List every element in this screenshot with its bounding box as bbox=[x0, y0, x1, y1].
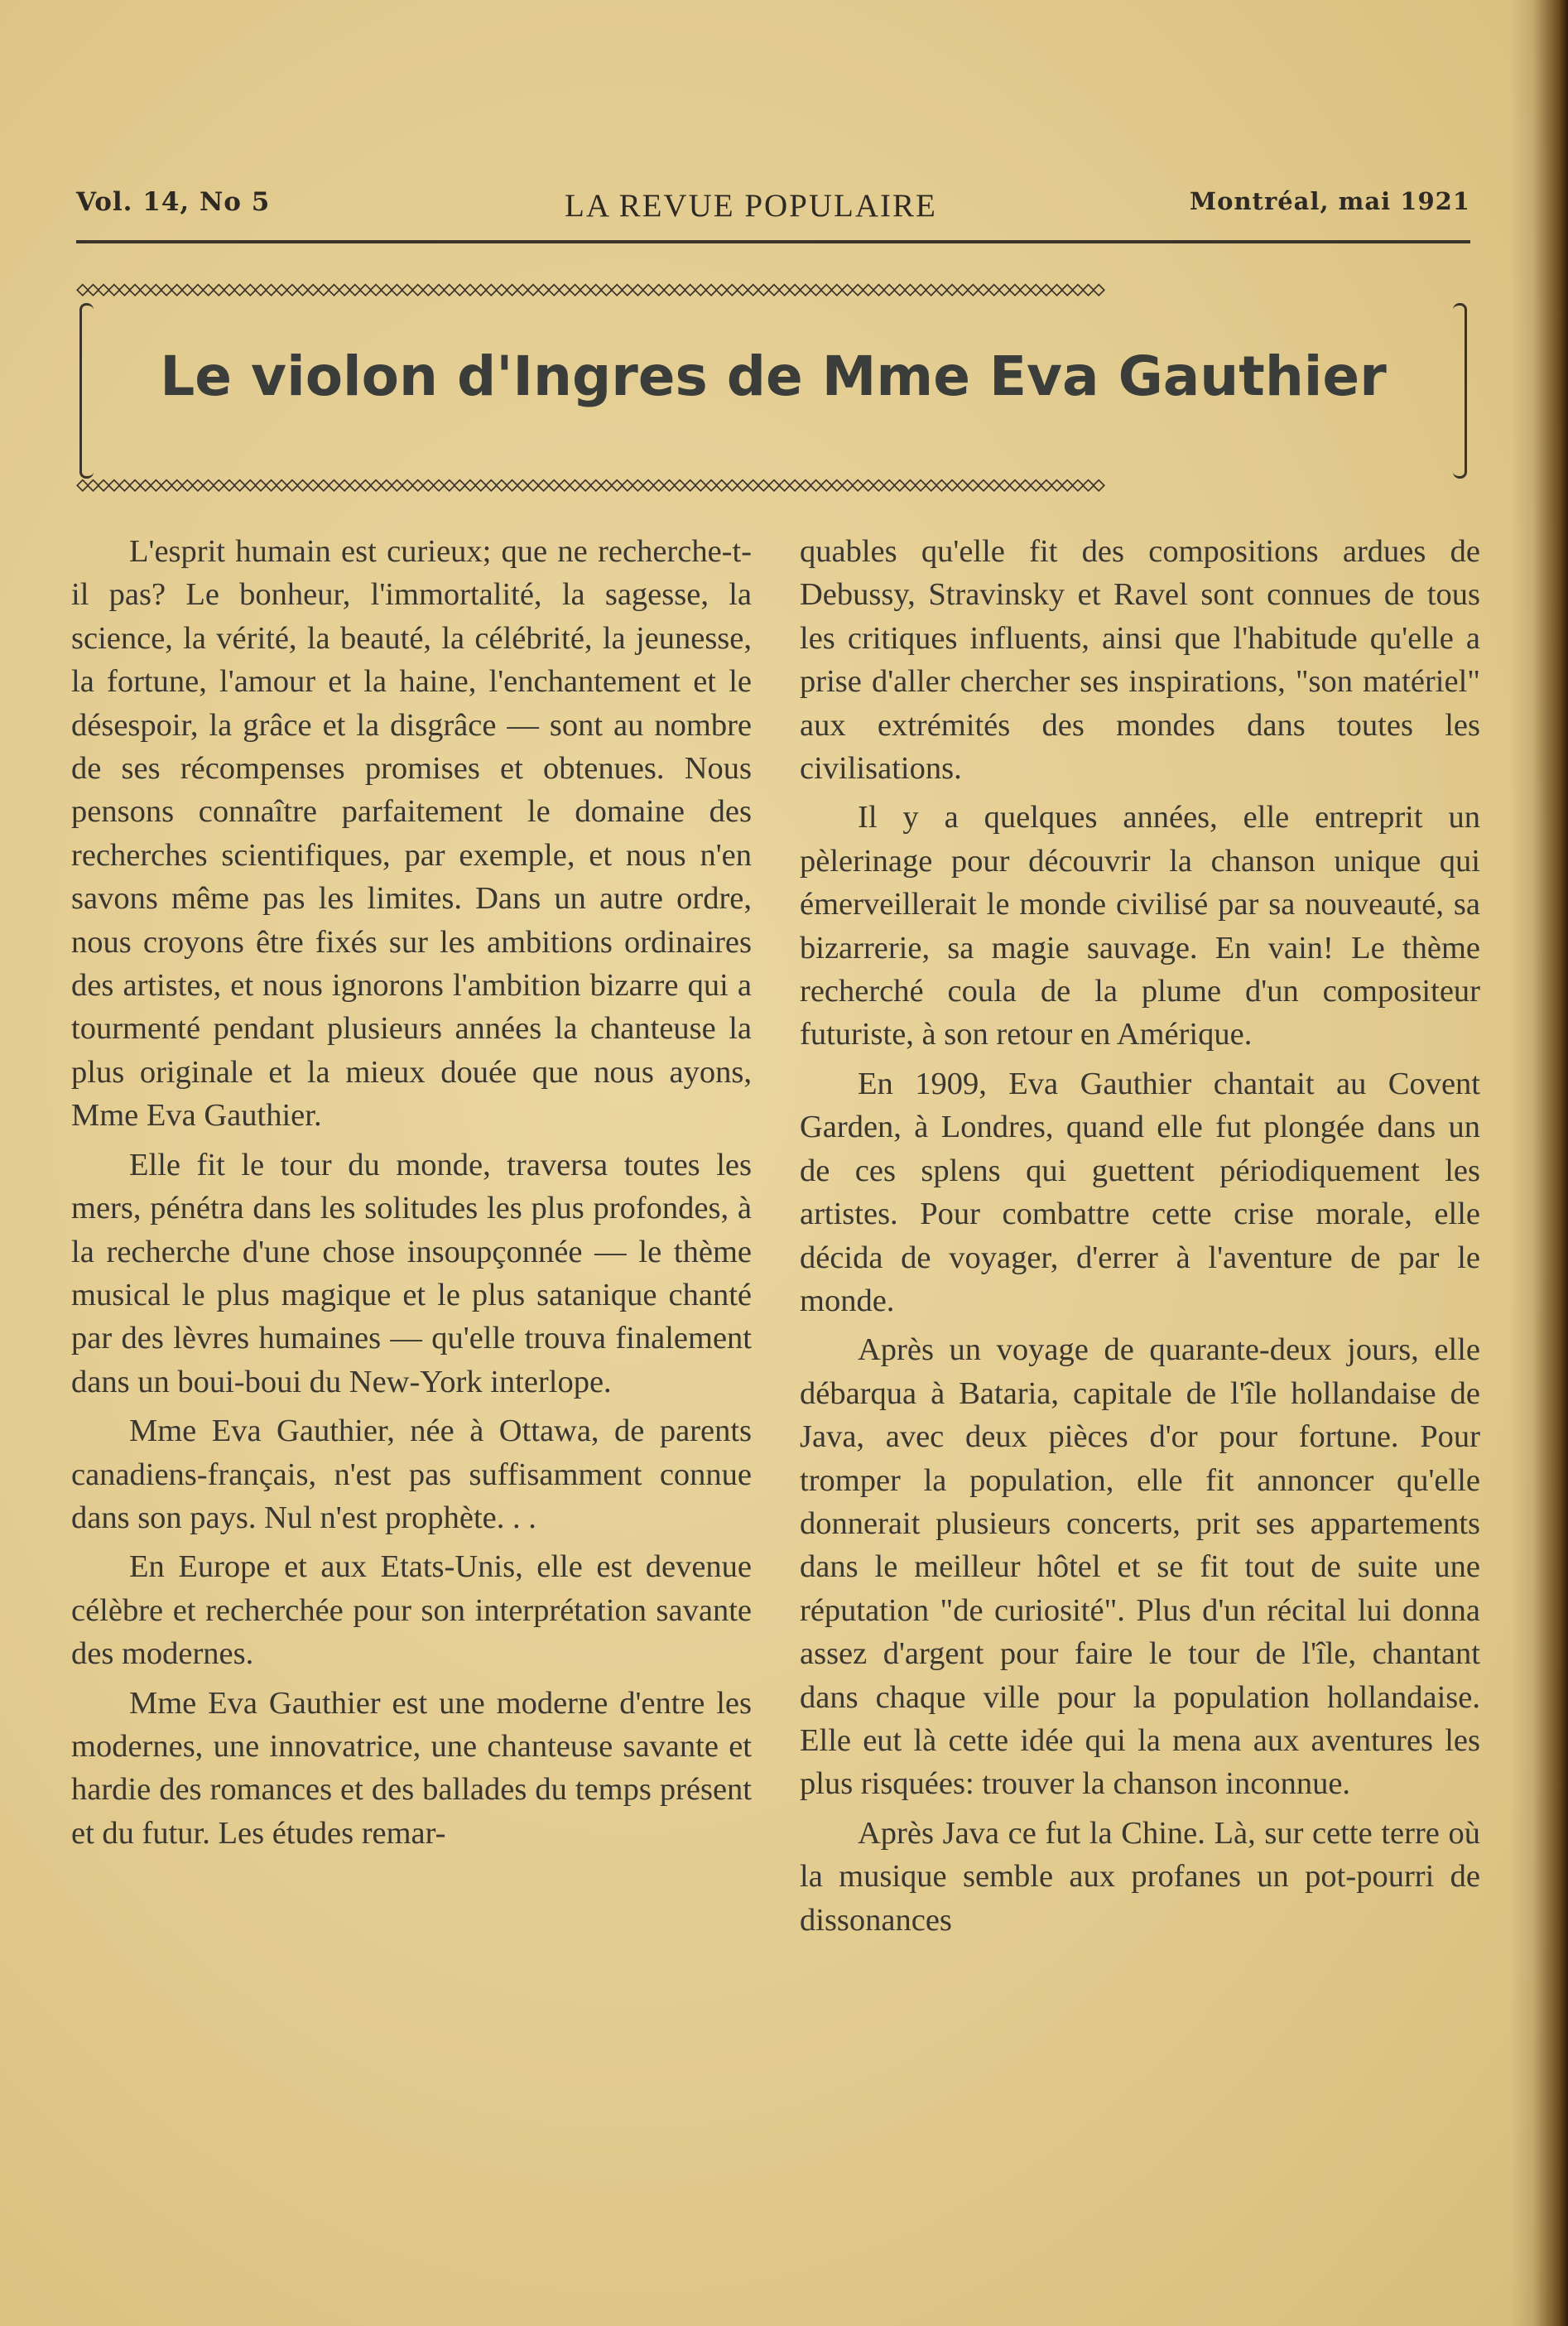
paragraph: Mme Eva Gauthier est une moderne d'entre les modernes, une innovatrice, une chanteuse savante et hardie des romances et des ballades du temps présent et du futur. Les études remar- bbox=[71, 1685, 752, 1851]
chain-border-bottom: ◇◇◇◇◇◇◇◇◇◇◇◇◇◇◇◇◇◇◇◇◇◇◇◇◇◇◇◇◇◇◇◇◇◇◇◇◇◇◇◇◇◇◇◇◇◇◇◇◇◇◇◇◇◇◇◇◇◇◇◇◇◇◇◇◇◇◇◇◇◇◇◇◇◇◇◇◇◇◇◇◇◇◇◇◇◇◇◇◇◇◇◇◇◇◇◇◇◇ bbox=[76, 474, 1104, 495]
left-column bbox=[71, 530, 752, 1861]
title-frame bbox=[76, 278, 1470, 497]
paragraph: Elle fit le tour du monde, traversa toutes les mers, pénétra dans les solitudes les plus profondes, à la recherche d'une chose insoupçonnée — le thème musical le plus magique et le plus satanique chanté par des lèvres humaines — qu'elle trouva finalement dans un boui-boui du New-York interlope. bbox=[71, 1147, 752, 1399]
paragraph-continuation: quables qu'elle fit des compositions ardues de Debussy, Stravinsky et Ravel sont connues de tous les critiques influents, ainsi que l'habitude qu'elle a prise d'aller chercher ses inspirations, "son matériel" aux extrémités des mondes dans toutes les civilisations. bbox=[800, 534, 1480, 787]
paragraph: En 1909, Eva Gauthier chantait au Covent Garden, à Londres, quand elle fut plongée dans un de ces splens qui guettent périodiquement les artistes. Pour combattre cette crise morale, elle décida de voyager, d'errer à l'aventure de par le monde. bbox=[800, 1066, 1480, 1318]
paragraph: Après Java ce fut la Chine. Là, sur cette terre où la musique semble aux profanes un pot-pourri de dissonances bbox=[800, 1815, 1480, 1938]
chain-border-top: ◇◇◇◇◇◇◇◇◇◇◇◇◇◇◇◇◇◇◇◇◇◇◇◇◇◇◇◇◇◇◇◇◇◇◇◇◇◇◇◇◇◇◇◇◇◇◇◇◇◇◇◇◇◇◇◇◇◇◇◇◇◇◇◇◇◇◇◇◇◇◇◇◇◇◇◇◇◇◇◇◇◇◇◇◇◇◇◇◇◇◇◇◇◇◇◇◇◇ bbox=[76, 278, 1104, 300]
issue-date: Montréal, mai 1921 bbox=[1190, 187, 1470, 215]
right-column bbox=[800, 530, 1480, 1948]
paragraph: L'esprit humain est curieux; que ne recherche-t-il pas? Le bonheur, l'immortalité, la sagesse, la science, la vérité, la beauté, la célébrité, la jeunesse, la fortune, l'amour et la haine, l'enchantement et le désespoir, la grâce et la disgrâce — sont au nombre de ses récompenses promises et obtenues. Nous pensons connaître parfaitement le domaine des recherches scientifiques, par exemple, et nous n'en savons même pas les limites. Dans un autre ordre, nous croyons être fixés sur les ambitions ordinaires des artistes, et nous ignorons l'ambition bizarre qui a tourmenté pendant plusieurs années la chanteuse la plus originale et la mieux douée que nous ayons, Mme Eva Gauthier. bbox=[71, 534, 752, 1134]
paragraph: En Europe et aux Etats-Unis, elle est devenue célèbre et recherchée pour son interprétation savante des modernes. bbox=[71, 1549, 752, 1672]
paragraph: Après un voyage de quarante-deux jours, elle débarqua à Bataria, capitale de l'île hollandaise de Java, avec deux pièces d'or pour fortune. Pour tromper la population, elle fit annoncer qu'elle donnerait plusieurs concerts, prit ses appartements dans le meilleur hôtel et se fit tout de suite une réputation "de curiosité". Plus d'un récital lui donna assez d'argent pour faire le tour de l'île, chantant dans chaque ville pour la population hollandaise. Elle eut là cette idée qui la mena aux aventures les plus risquées: trouver la chanson inconnue. bbox=[800, 1332, 1480, 1802]
paragraph: Mme Eva Gauthier, née à Ottawa, de parents canadiens-français, n'est pas suffisamment connue dans son pays. Nul n'est prophète. . . bbox=[71, 1413, 752, 1535]
publication-name: LA REVUE POPULAIRE bbox=[565, 188, 937, 224]
page-binding-edge bbox=[1510, 0, 1568, 2326]
volume-number: Vol. 14, No 5 bbox=[76, 187, 271, 217]
running-header bbox=[76, 187, 1470, 234]
article-title: Le violon d'Ingres de Mme Eva Gauthier bbox=[160, 344, 1387, 408]
header-rule bbox=[76, 240, 1470, 243]
paragraph: Il y a quelques années, elle entreprit un pèlerinage pour découvrir la chanson unique qui émerveillerait le monde civilisé par sa nouveauté, sa bizarrerie, sa magie sauvage. En vain! Le thème recherché coula de la plume d'un compositeur futuriste, à son retour en Amérique. bbox=[800, 800, 1480, 1052]
